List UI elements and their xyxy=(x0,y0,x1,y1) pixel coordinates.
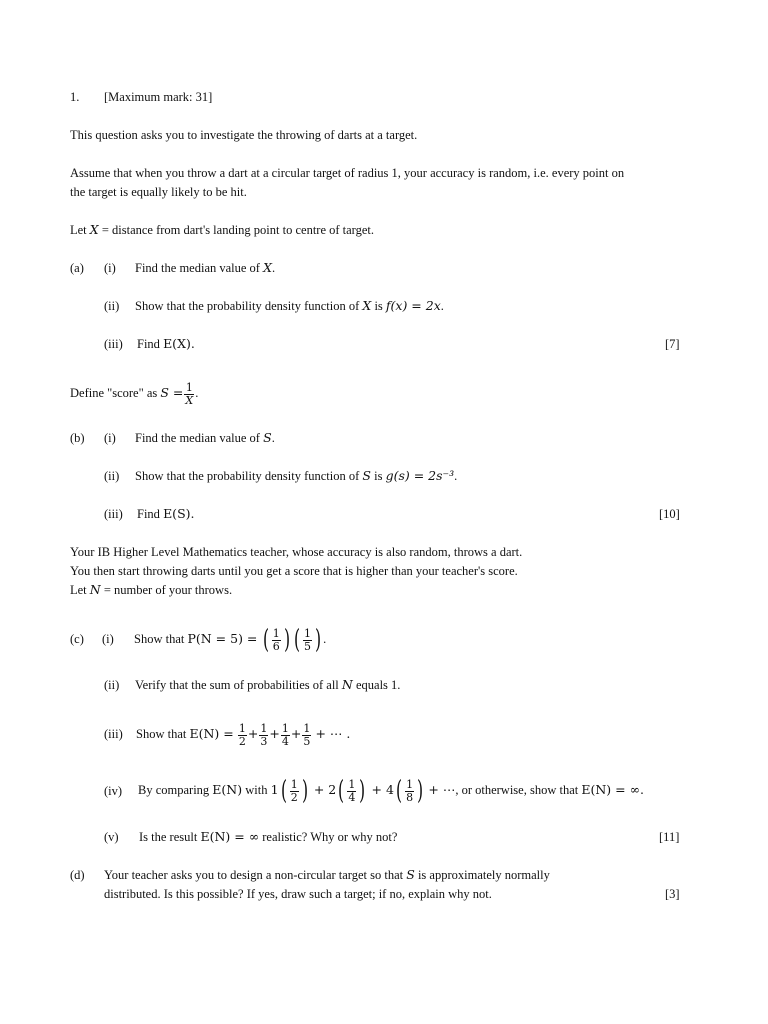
text-end: equals 1. xyxy=(355,678,401,692)
part-a-i-text xyxy=(135,260,275,276)
fraction-fifth xyxy=(302,723,311,748)
numerator: 1 xyxy=(185,380,193,394)
part-a-iii-text xyxy=(137,336,195,352)
denominator: 5 xyxy=(304,639,311,653)
text: Find xyxy=(137,337,160,351)
part-b-iii-num: (iii) xyxy=(104,507,123,521)
period: . xyxy=(440,299,444,313)
assume-line-2: the target is equally likely to be hit. xyxy=(70,185,247,199)
coef-2: 2 xyxy=(328,782,337,797)
part-c-v-num: (v) xyxy=(104,830,119,844)
period: . xyxy=(271,431,275,445)
part-d-line-2: distributed. Is this possible? If yes, draw such a target; if no, explain why not. xyxy=(104,887,492,901)
text: Find the median value of xyxy=(135,431,260,445)
part-b-label: (b) xyxy=(70,431,85,445)
part-a-iii-num: (iii) xyxy=(104,337,123,351)
part-c-v-text xyxy=(139,829,397,845)
period: . xyxy=(272,261,276,275)
numerator: 1 xyxy=(303,721,311,735)
part-c-iii-num: (iii) xyxy=(104,727,123,741)
part-c-ii-text xyxy=(135,677,400,693)
let-n xyxy=(70,582,232,598)
is: is xyxy=(374,469,383,483)
denominator: 2 xyxy=(238,734,246,748)
expectation: E(N) xyxy=(212,782,243,797)
text-end: realistic? Why or why not? xyxy=(262,830,398,844)
assume-line-1: Assume that when you throw a dart at a circular target of radius 1, your accuracy is random, i.e. every point on xyxy=(70,166,625,180)
var-x: X xyxy=(89,222,99,237)
text: Show that xyxy=(136,727,187,741)
denominator: 5 xyxy=(303,734,311,748)
lhs: P(N = 5) = xyxy=(187,631,258,646)
expectation: E(N) = ∞ xyxy=(200,829,260,844)
part-c-marks: [11] xyxy=(659,830,680,844)
teacher-line-2: You then start throwing darts until you get a score that is higher than your teacher's score. xyxy=(70,564,518,578)
part-c-i-text xyxy=(134,620,326,658)
part-b-ii-num: (ii) xyxy=(104,469,120,483)
coef-3: 4 xyxy=(385,782,394,797)
period: . xyxy=(195,386,199,400)
text: Your teacher asks you to design a non-circular target so that xyxy=(104,868,404,882)
numerator: 1 xyxy=(290,777,298,791)
part-d-marks: [3] xyxy=(665,887,680,901)
part-c-ii-num: (ii) xyxy=(104,678,120,692)
text: Verify that the sum of probabilities of all xyxy=(135,678,339,692)
let-word: Let xyxy=(70,583,87,597)
text: Define "score" as xyxy=(70,386,158,400)
denominator: 4 xyxy=(348,790,356,804)
paren-fraction: ( $\frac{1}{4}$ ) xyxy=(338,776,366,807)
part-a-ii-num: (ii) xyxy=(104,299,120,313)
denominator: 4 xyxy=(281,734,289,748)
text: Show that the probability density function of xyxy=(135,299,360,313)
var: S xyxy=(406,867,415,882)
max-mark: [Maximum mark: 31] xyxy=(104,90,213,104)
part-b-ii-text xyxy=(135,468,457,484)
part-a-label: (a) xyxy=(70,261,84,275)
series-tail: + ⋯ xyxy=(428,782,456,797)
part-b-i-text xyxy=(135,430,275,446)
part-d-line-1 xyxy=(104,867,550,883)
text: Find the median value of xyxy=(135,261,260,275)
series-tail: + ⋯ . xyxy=(315,726,351,741)
fraction-half xyxy=(238,723,247,748)
fraction xyxy=(184,382,194,407)
teacher-line-1: Your IB Higher Level Mathematics teacher, whose accuracy is also random, throws a dart. xyxy=(70,545,523,559)
period: . xyxy=(323,632,327,646)
period: . xyxy=(454,469,458,483)
part-b-marks: [10] xyxy=(659,507,680,521)
part-d-label: (d) xyxy=(70,868,85,882)
expectation: E(X). xyxy=(163,336,195,351)
paren-fraction-1: ( $\frac{1}{6}$ ) xyxy=(262,625,290,656)
denominator: 3 xyxy=(260,734,268,748)
coef-1: 1 xyxy=(270,782,279,797)
numerator: 1 xyxy=(281,721,289,735)
var: S xyxy=(362,468,371,483)
let-n-definition: = number of your throws. xyxy=(103,583,233,597)
part-c-iv-text: By comparing E(N) with 1 ( $\frac{1}{2}$ ) + 2 ( $\frac{1}{4}$ ) + 4 ( $\frac{1}{8}$ ) + ⋯, or otherwise, show that E(N) = ∞. xyxy=(138,776,644,807)
denominator: X xyxy=(185,393,194,407)
expectation: E(S). xyxy=(163,506,195,521)
part-b-iii-text xyxy=(137,506,194,522)
var: S xyxy=(263,430,272,445)
part-c-i-num: (i) xyxy=(102,632,114,646)
numerator: 1 xyxy=(406,777,414,791)
question-number: 1. xyxy=(70,90,80,104)
var-n: N xyxy=(89,582,101,597)
paren-fraction: ( $\frac{1}{2}$ ) xyxy=(280,776,308,807)
paren-fraction-2: ( $\frac{1}{5}$ ) xyxy=(293,625,322,656)
part-c-label: (c) xyxy=(70,632,84,646)
numerator: 1 xyxy=(304,626,311,640)
var: N xyxy=(341,677,353,692)
text: Is the result xyxy=(139,830,198,844)
let-word: Let xyxy=(70,223,87,237)
lhs: S = xyxy=(160,385,184,400)
text: Show that xyxy=(134,632,185,646)
numerator: 1 xyxy=(238,721,246,735)
part-c-iii-text: Show that E(N) = $\frac{1}{2}$ + $\frac{1}{3}$ + $\frac{1}{4}$ + $\frac{1}{5}$ + ⋯ . xyxy=(136,721,351,748)
text: Find xyxy=(137,507,160,521)
part-a-ii-text xyxy=(135,298,444,314)
text-end: is approximately normally xyxy=(417,868,550,882)
is: is xyxy=(374,299,383,313)
numerator: 1 xyxy=(348,777,356,791)
numerator: 1 xyxy=(272,626,280,640)
define-score xyxy=(70,375,198,411)
fraction-third xyxy=(259,723,268,748)
part-c-iv-num: (iv) xyxy=(104,784,123,798)
part-b-i-num: (i) xyxy=(104,431,116,445)
var: X xyxy=(263,260,273,275)
lhs: E(N) = xyxy=(189,726,234,741)
pdf-expression: f(x) = 2x xyxy=(385,298,441,313)
text: Show that the probability density function of xyxy=(135,469,360,483)
with: with xyxy=(245,783,268,797)
let-x-definition: = distance from dart's landing point to centre of target. xyxy=(101,223,375,237)
part-a-marks: [7] xyxy=(665,337,680,351)
denominator: 6 xyxy=(272,639,280,653)
var: X xyxy=(362,298,372,313)
fraction-quarter xyxy=(281,723,290,748)
let-x xyxy=(70,222,374,238)
pdf-expression: g(s) = 2s⁻³ xyxy=(385,468,455,483)
part-a-i-num: (i) xyxy=(104,261,116,275)
paren-fraction: ( $\frac{1}{8}$ ) xyxy=(395,776,424,807)
result: E(N) = ∞. xyxy=(581,782,644,797)
denominator: 8 xyxy=(406,790,414,804)
text: By comparing xyxy=(138,783,210,797)
text-end: , or otherwise, show that xyxy=(455,783,579,797)
denominator: 2 xyxy=(290,790,298,804)
numerator: 1 xyxy=(260,721,268,735)
intro-text: This question asks you to investigate the throwing of darts at a target. xyxy=(70,128,418,142)
